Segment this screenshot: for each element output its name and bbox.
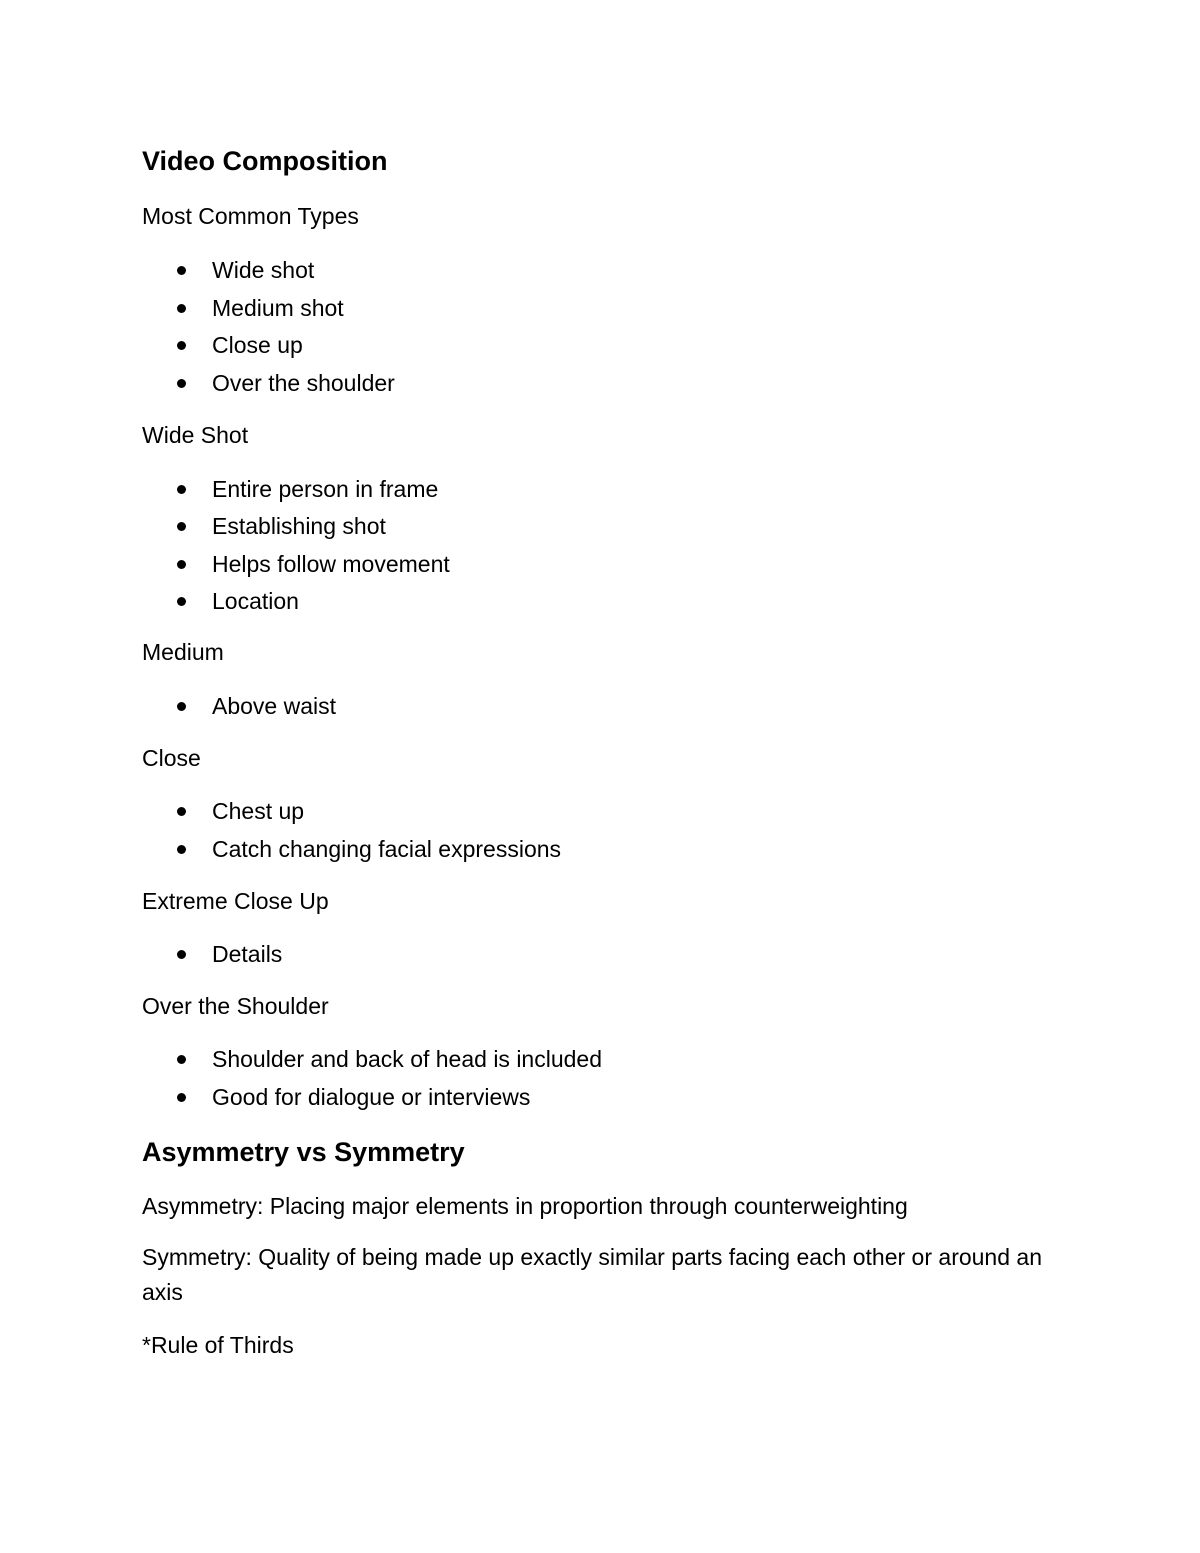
list-item: Over the shoulder xyxy=(177,368,395,398)
bullet-icon xyxy=(177,560,186,569)
bullet-icon xyxy=(177,266,186,275)
bullet-icon xyxy=(177,341,186,350)
list-item: Chest up xyxy=(177,796,304,826)
bullet-icon xyxy=(177,950,186,959)
list-item: Location xyxy=(177,586,299,616)
list-item: Details xyxy=(177,939,282,969)
bullet-icon xyxy=(177,379,186,388)
bullet-icon xyxy=(177,597,186,606)
section-title-medium: Medium xyxy=(142,639,224,665)
bullet-icon xyxy=(177,702,186,711)
list-item: Above waist xyxy=(177,691,336,721)
bullet-icon xyxy=(177,807,186,816)
list-item: Medium shot xyxy=(177,293,344,323)
list-item: Good for dialogue or interviews xyxy=(177,1082,530,1112)
section-title-extreme-close-up: Extreme Close Up xyxy=(142,888,329,914)
paragraph-symmetry: Symmetry: Quality of being made up exactly similar parts facing each other or around an axis xyxy=(142,1244,1042,1305)
list-item: Wide shot xyxy=(177,255,314,285)
list-item: Entire person in frame xyxy=(177,474,438,504)
bullet-icon xyxy=(177,1055,186,1064)
list-item: Close up xyxy=(177,330,303,360)
bullet-icon xyxy=(177,845,186,854)
list-item: Shoulder and back of head is included xyxy=(177,1044,602,1074)
section-title-most-common-types: Most Common Types xyxy=(142,203,359,229)
paragraph-asymmetry: Asymmetry: Placing major elements in proportion through counterweighting xyxy=(142,1193,908,1219)
bullet-icon xyxy=(177,304,186,313)
paragraph-rule-of-thirds: *Rule of Thirds xyxy=(142,1332,294,1358)
section-title-wide-shot: Wide Shot xyxy=(142,422,249,448)
list-item: Establishing shot xyxy=(177,511,386,541)
bullet-icon xyxy=(177,522,186,531)
bullet-icon xyxy=(177,485,186,494)
heading-asymmetry-vs-symmetry: Asymmetry vs Symmetry xyxy=(142,1137,465,1167)
bullet-icon xyxy=(177,1093,186,1102)
list-item: Catch changing facial expressions xyxy=(177,834,561,864)
list-item: Helps follow movement xyxy=(177,549,450,579)
section-title-close: Close xyxy=(142,745,201,771)
section-title-over-the-shoulder: Over the Shoulder xyxy=(142,993,329,1019)
heading-video-composition: Video Composition xyxy=(142,146,388,176)
